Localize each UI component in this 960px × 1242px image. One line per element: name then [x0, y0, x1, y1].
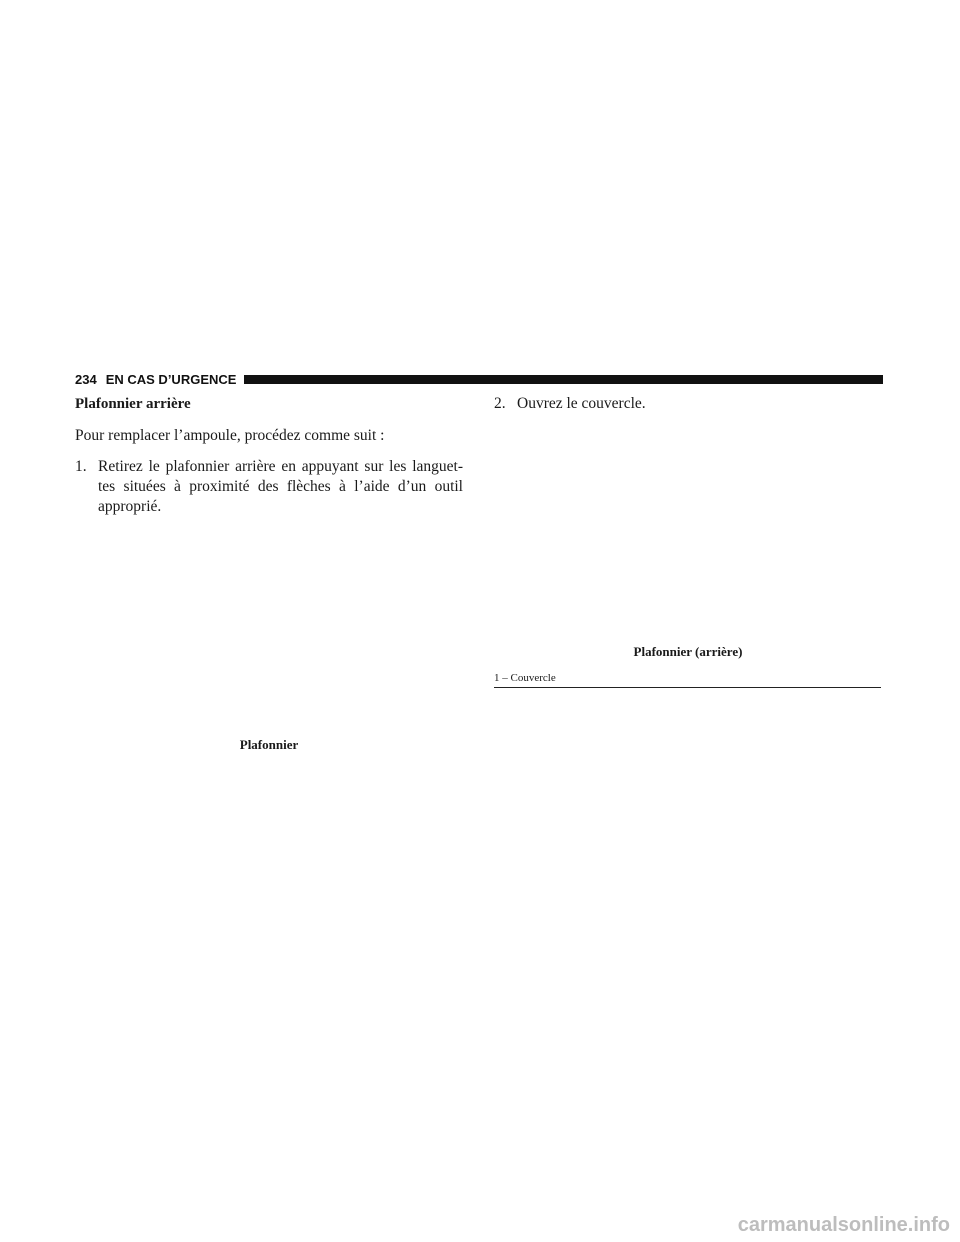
left-column [75, 394, 463, 517]
intro-paragraph: Pour remplacer l’ampoule, procédez comme suit : [75, 427, 385, 444]
section-title: EN CAS D’URGENCE [105, 371, 237, 387]
figure-caption-left: Plafonnier [239, 737, 299, 752]
step-2 [494, 394, 882, 414]
figure-legend: 1 – Couvercle [494, 672, 881, 688]
section-heading: Plafonnier arrière [75, 396, 191, 412]
step-1 [75, 457, 463, 517]
right-column [494, 394, 882, 414]
page-number: 234 [75, 371, 97, 387]
step-1-number: 1. [75, 458, 87, 475]
step-1-text: Retirez le plafonnier arrière en appuyant sur les languet- tes situées à proximité des flèches à l’aide d’un outil approprié. [98, 458, 463, 515]
page-header [75, 371, 883, 387]
step-2-text: Ouvrez le couvercle. [517, 395, 646, 412]
figure-caption-right: Plafonnier (arrière) [633, 644, 743, 659]
watermark: carmanualsonline.info [737, 1214, 950, 1236]
step-2-number: 2. [494, 395, 506, 412]
header-rule [244, 375, 883, 384]
